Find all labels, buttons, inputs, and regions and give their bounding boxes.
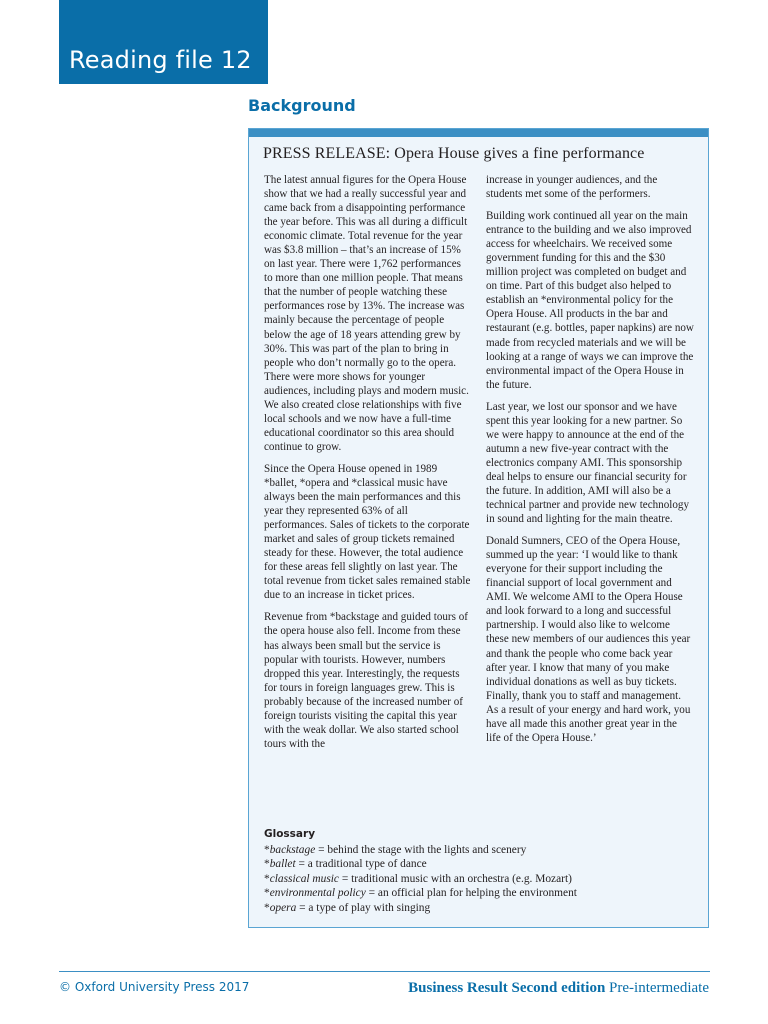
press-release-title: PRESS RELEASE: Opera House gives a fine performance xyxy=(263,145,645,162)
right-column xyxy=(486,173,694,753)
book-title xyxy=(408,980,709,997)
paragraph: The latest annual figures for the Opera House show that we had a really successful year and came back from a disappointing performance the year before. This was all during a difficult economic climate. Total revenue for the year was $3.8 million – that’s an increase of 15% on last year. There were 1,762 performances to more than one million people. That means that the number of people watching these performances rose by 13%. The increase was mainly because the percentage of people below the age of 18 years attending grew by 30%. This was part of the plan to bring in people who don’t normally go to the opera. There were more shows for younger audiences, including plays and modern music. We also created close relationships with five local schools and we now have a full-time educational coordinator so this area should continue to grow. xyxy=(264,174,469,453)
paragraph: Building work continued all year on the main entrance to the building and we also improved access for wheelchairs. We received some government funding for this and the $30 million project was completed on budget and on time. Part of this budget also helped to establish an *environmental policy for the Opera House. All products in the bar and restaurant (e.g. bottles, paper napkins) are now made from recycled materials and we will be looking at a range of ways we can improve the environmental impact of the Opera House in the future. xyxy=(486,210,694,391)
paragraph: increase in younger audiences, and the students met some of the performers. xyxy=(486,174,658,201)
glossary-term: opera xyxy=(269,901,297,914)
glossary-item: *backstage = behind the stage with the lights and scenery xyxy=(264,843,527,856)
paragraph: Revenue from *backstage and guided tours of the opera house also fell. Income from these has always been small but the service is popular with tourists. However, numbers dropped this year. Interestingly, the requests for tours in foreign languages grew. This is probably because of the increased number of foreign tourists visiting the capital this year with the weak dollar. We also started school tours with the xyxy=(264,611,468,750)
glossary-item: *environmental policy = an official plan for helping the environment xyxy=(264,887,577,900)
glossary-title: Glossary xyxy=(264,828,316,840)
reading-file-header xyxy=(59,0,268,84)
panel-top-bar xyxy=(249,129,708,137)
book-level: Pre-intermediate xyxy=(605,980,709,996)
glossary-definition: = traditional music with an orchestra (e.g. Mozart) xyxy=(339,872,572,885)
press-release-panel xyxy=(248,128,709,928)
section-heading: Background xyxy=(248,96,356,115)
glossary-item: *ballet = a traditional type of dance xyxy=(264,858,427,871)
paragraph: Last year, we lost our sponsor and we have spent this year looking for a new partner. So we were happy to announce at the end of the autumn a new five-year contract with the electronics company AMI. This sponsorship deal helps to ensure our financial security for the future. In addition, AMI will also be a technical partner and provide new technology in sound and lighting for the main theatre. xyxy=(486,400,689,526)
copyright-notice: © Oxford University Press 2017 xyxy=(59,980,250,994)
glossary-item: *opera = a type of play with singing xyxy=(264,901,431,914)
glossary xyxy=(264,827,694,916)
glossary-term: backstage xyxy=(269,843,316,856)
paragraph: Donald Sumners, CEO of the Opera House, summed up the year: ‘I would like to thank everyone for their support including the financial support of local government and AMI. We welcome AMI to the Opera House and look forward to a long and successful partnership. I would also like to welcome these new members of our audiences this year and thank the people who come back year after year. I know that many of you make individual donations as well as buy tickets. Finally, thank you to staff and management. As a result of your energy and hard work, you have all made this another great year in the life of the Opera House.’ xyxy=(486,535,691,744)
left-column xyxy=(264,173,472,759)
glossary-definition: = behind the stage with the lights and scenery xyxy=(315,843,527,856)
book-title-name: Business Result Second edition xyxy=(408,980,606,996)
glossary-term: environmental policy xyxy=(269,887,366,900)
glossary-term: ballet xyxy=(269,858,296,871)
glossary-definition: = an official plan for helping the environment xyxy=(365,887,577,900)
glossary-definition: = a type of play with singing xyxy=(296,901,431,914)
glossary-definition: = a traditional type of dance xyxy=(295,858,427,871)
footer-divider xyxy=(59,971,710,972)
glossary-term: classical music xyxy=(269,872,339,885)
page-title: Reading file 12 xyxy=(69,46,252,74)
glossary-item: *classical music = traditional music with an orchestra (e.g. Mozart) xyxy=(264,872,572,885)
paragraph: Since the Opera House opened in 1989 *ballet, *opera and *classical music have always been the main performances and this year they represented 63% of all performances. Sales of tickets to the corporate market and sales of group tickets remained steady for these. However, the total audience for these areas fell slightly on last year. The total revenue from ticket sales remained stable due to an increase in ticket prices. xyxy=(264,462,471,602)
